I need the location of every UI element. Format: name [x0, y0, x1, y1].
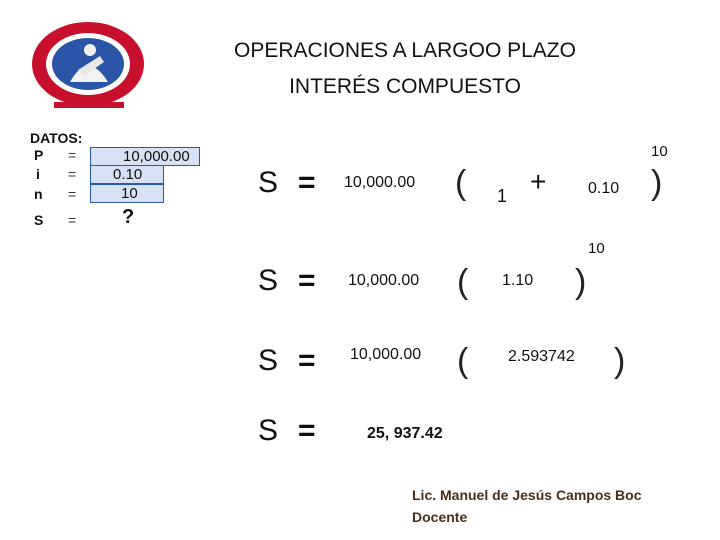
value-n-cell: 10	[90, 184, 164, 203]
value-i-cell: 0.10	[90, 165, 164, 184]
value-s-unknown: ?	[122, 206, 135, 228]
var-i: i	[36, 166, 40, 182]
step2-s: S	[258, 264, 279, 297]
step2-principal: 10,000.00	[348, 272, 420, 289]
step4-equals: =	[298, 414, 316, 447]
var-n: n	[34, 186, 43, 202]
step4-result: 25, 937.42	[367, 425, 443, 442]
eq-p: =	[68, 147, 77, 163]
university-logo	[30, 20, 150, 110]
step3-left-paren: (	[457, 342, 469, 380]
author-role: Docente	[412, 509, 468, 525]
eq-i: =	[68, 166, 77, 182]
step2-exponent: 10	[588, 240, 605, 257]
step1-one: 1	[497, 186, 508, 206]
step1-plus: +	[530, 166, 547, 197]
step1-left-paren: (	[455, 164, 467, 202]
step3-right-paren: )	[614, 342, 626, 380]
step3-equals: =	[298, 344, 316, 377]
value-p-cell: 10,000.00	[90, 147, 200, 166]
datos-label: DATOS:	[30, 130, 83, 146]
step3-principal: 10,000.00	[350, 346, 422, 363]
step2-equals: =	[298, 264, 316, 297]
step3-factor: 2.593742	[508, 348, 575, 365]
step2-base: 1.10	[502, 272, 534, 289]
eq-n: =	[68, 186, 77, 202]
step3-s: S	[258, 344, 279, 377]
step1-s: S	[258, 166, 279, 199]
step1-principal: 10,000.00	[344, 174, 416, 191]
step2-right-paren: )	[575, 263, 587, 301]
step4-s: S	[258, 414, 279, 447]
eq-s: =	[68, 212, 77, 228]
step1-exponent: 10	[651, 143, 668, 160]
logo-seal-graphic	[30, 20, 150, 110]
step1-right-paren: )	[651, 164, 663, 202]
author-name: Lic. Manuel de Jesús Campos Boc	[412, 487, 642, 503]
step1-equals: =	[298, 166, 316, 199]
step1-rate: 0.10	[588, 180, 620, 197]
var-p: P	[34, 147, 44, 163]
title-line-2: INTERÉS COMPUESTO	[289, 75, 521, 98]
title-line-1: OPERACIONES A LARGOO PLAZO	[234, 39, 576, 62]
step2-left-paren: (	[457, 263, 469, 301]
var-s: S	[34, 212, 44, 228]
